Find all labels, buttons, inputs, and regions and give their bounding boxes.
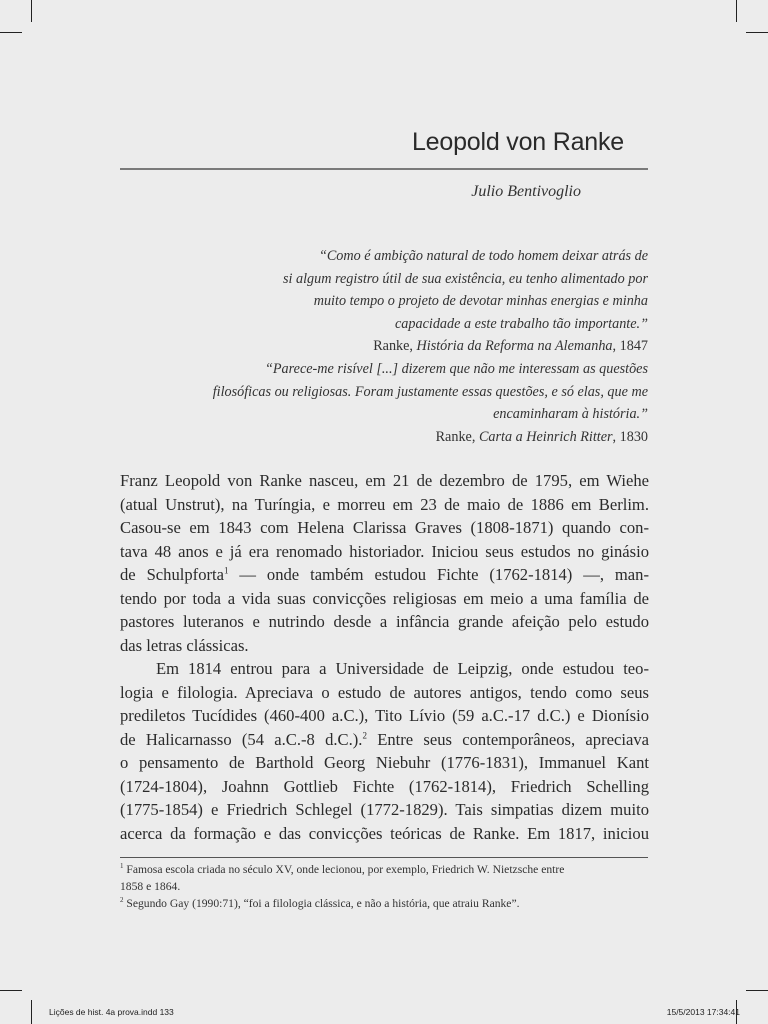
crop-mark	[0, 990, 22, 991]
epigraph-line: “Como é ambição natural de todo homem deixar atrás de	[318, 248, 648, 264]
body-line: logia e filologia. Apreciava o estudo de autores antigos, tendo como seus	[120, 682, 649, 702]
epigraph-line: muito tempo o projeto de devotar minhas energias e minha	[313, 293, 648, 309]
body-line: tava 48 anos e já era renomado historiador. Iniciou seus estudos no ginásio	[120, 541, 649, 561]
epigraph-line: capacidade a este trabalho tão importante.”	[395, 315, 648, 332]
footnote-rule	[120, 857, 648, 858]
body-line: prediletos Tucídides (460-400 a.C.), Tito Lívio (59 a.C.-17 d.C.) e Dionísio	[120, 706, 649, 725]
crop-mark	[746, 990, 768, 991]
epigraph-1	[168, 245, 648, 358]
body-text	[120, 469, 649, 845]
crop-mark	[31, 1000, 32, 1024]
epigraph-attribution: Ranke, Carta a Heinrich Ritter, 1830	[435, 428, 648, 445]
epigraph-attribution: Ranke, História da Reforma na Alemanha, 1847	[373, 338, 648, 354]
cited-work: Carta a Heinrich Ritter	[478, 428, 613, 445]
epigraph-2	[128, 358, 648, 448]
crop-mark	[0, 32, 22, 33]
crop-mark	[746, 32, 768, 33]
body-line: de Schulpforta$^1$ — onde também estudou Fichte (1762-1814) —, man-	[120, 565, 649, 584]
body-line: (1724-1804), Joahnn Gottlieb Fichte (1762-1814), Friedrich Schelling	[120, 776, 649, 796]
epigraph-line: si algum registro útil de sua existência, eu tenho alimentado por	[282, 270, 648, 287]
cited-work: História da Reforma na Alemanha	[416, 338, 613, 354]
body-line: acerca da formação e das convicções teóricas de Ranke. Em 1817, iniciou	[120, 823, 649, 843]
epigraph-line: encaminharam à história.”	[493, 406, 648, 422]
footnote-1: $^1$ Famosa escola criada no século XV, onde lecionou, por exemplo, Friedrich W. Nietzsche entre	[120, 862, 565, 876]
author-name: Julio Bentivoglio	[471, 183, 581, 200]
body-line: o pensamento de Barthold Georg Niebuhr (1776-1831), Immanuel Kant	[120, 753, 649, 772]
body-line: Casou-se em 1843 com Helena Clarissa Graves (1808-1871) quando con-	[120, 518, 649, 537]
crop-mark	[31, 0, 32, 22]
epigraph-line: “Parece-me risível [...] dizerem que não me interessam as questões	[265, 361, 648, 377]
body-line: das letras clássicas.	[120, 635, 249, 655]
footnotes	[120, 862, 648, 912]
body-line: tendo por toda a vida suas convicções religiosas em meio a uma família de	[120, 588, 649, 608]
body-line: de Halicarnasso (54 a.C.-8 d.C.).$^2$ Entre seus contemporâneos, apreciava	[120, 729, 649, 749]
footnote-1-cont: 1858 e 1864.	[120, 879, 181, 893]
print-slug-timestamp: 15/5/2013 17:34:41	[666, 1007, 740, 1017]
title-rule	[120, 168, 648, 170]
body-line: (1775-1854) e Friedrich Schlegel (1772-1829). Tais simpatias dizem muito	[120, 800, 649, 819]
footnote-ref[interactable]: 2	[362, 729, 367, 740]
crop-mark	[736, 0, 737, 22]
footnote-ref[interactable]: 1	[224, 565, 229, 576]
print-slug-file: Lições de hist. 4a prova.indd 133	[49, 1007, 174, 1017]
footnote-2: $^2$ Segundo Gay (1990:71), “foi a filologia clássica, e não a história, que atraiu Ranke”.	[120, 895, 520, 910]
chapter-title: Leopold von Ranke	[411, 128, 624, 156]
epigraph-line: filosóficas ou religiosas. Foram justamente essas questões, e só elas, que me	[212, 383, 648, 400]
body-line: (atual Unstrut), na Turíngia, e morreu em 23 de maio de 1886 em Berlim.	[120, 494, 649, 514]
body-line: Franz Leopold von Ranke nasceu, em 21 de dezembro de 1795, em Wiehe	[120, 471, 649, 490]
body-line: Em 1814 entrou para a Universidade de Leipzig, onde estudou teo-	[156, 659, 649, 678]
body-line: pastores luteranos e nutrindo desde a infância grande afeição pelo estudo	[120, 612, 649, 631]
